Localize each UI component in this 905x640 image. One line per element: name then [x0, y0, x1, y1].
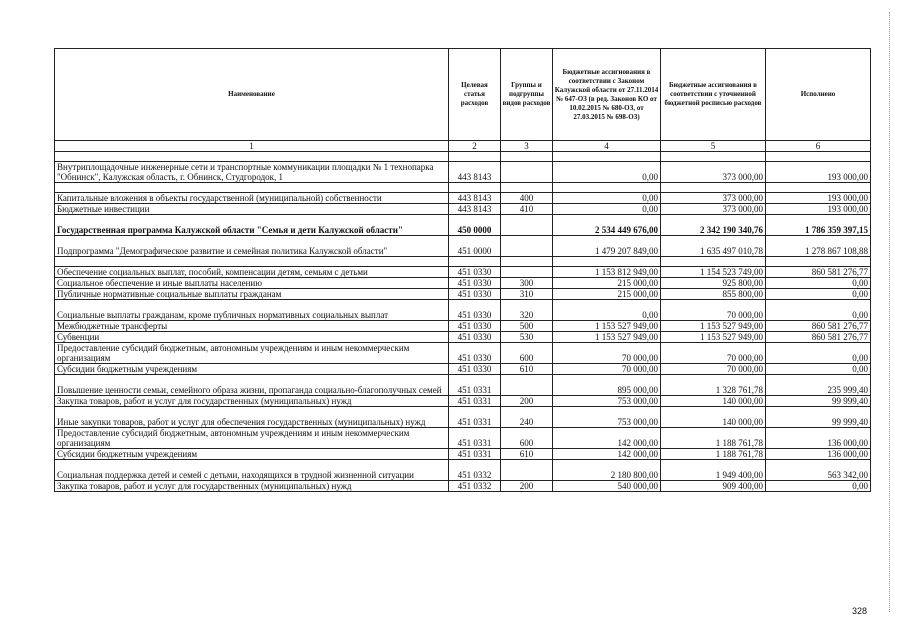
table-row [55, 428, 871, 449]
table-row [55, 215, 871, 236]
row-group: 600 [501, 343, 553, 364]
row-law-amount: 70 000,00 [553, 364, 661, 375]
row-group [501, 215, 553, 236]
table-row [55, 332, 871, 343]
spacer-cell [661, 152, 766, 162]
column-number: 1 [55, 141, 449, 152]
column-number: 2 [449, 141, 501, 152]
row-law-amount: 540 000,00 [553, 481, 661, 492]
row-code: 451 0331 [449, 407, 501, 428]
row-code: 451 0330 [449, 321, 501, 332]
row-executed-amount: 235 999,40 [766, 375, 871, 396]
row-refined-amount: 140 000,00 [661, 407, 766, 428]
row-executed-amount: 99 999,40 [766, 407, 871, 428]
spacer-cell [55, 183, 449, 193]
row-refined-amount: 1 635 497 010,78 [661, 236, 766, 257]
row-law-amount: 215 000,00 [553, 278, 661, 289]
row-refined-amount: 909 400,00 [661, 481, 766, 492]
row-code: 443 8143 [449, 204, 501, 215]
spacer-cell [449, 183, 501, 193]
table-row [55, 267, 871, 278]
budget-table [54, 48, 871, 492]
spacer-cell [553, 257, 661, 267]
row-group [501, 375, 553, 396]
row-law-amount: 1 479 207 849,00 [553, 236, 661, 257]
row-refined-amount: 373 000,00 [661, 193, 766, 204]
column-number: 6 [766, 141, 871, 152]
table-row [55, 407, 871, 428]
row-refined-amount: 70 000,00 [661, 300, 766, 321]
row-name: Закупка товаров, работ и услуг для государственных (муниципальных) нужд [55, 396, 449, 407]
spacer-cell [553, 152, 661, 162]
row-refined-amount: 1 949 400,00 [661, 460, 766, 481]
row-code: 451 0330 [449, 332, 501, 343]
spacer-cell [766, 152, 871, 162]
row-group [501, 267, 553, 278]
row-name: Предоставление субсидий бюджетным, автономным учреждениям и иным некоммерческим организациям [55, 428, 449, 449]
row-group: 610 [501, 449, 553, 460]
table-row [55, 364, 871, 375]
row-code: 451 0330 [449, 364, 501, 375]
row-name: Публичные нормативные социальные выплаты гражданам [55, 289, 449, 300]
table-row [55, 321, 871, 332]
row-code: 451 0000 [449, 236, 501, 257]
row-name: Социальное обеспечение и иные выплаты населению [55, 278, 449, 289]
row-name: Предоставление субсидий бюджетным, автономным учреждениям и иным некоммерческим организациям [55, 343, 449, 364]
row-law-amount: 1 153 527 949,00 [553, 332, 661, 343]
row-group: 500 [501, 321, 553, 332]
table-row [55, 481, 871, 492]
row-code: 451 0330 [449, 343, 501, 364]
table-row [55, 289, 871, 300]
column-number: 3 [501, 141, 553, 152]
row-refined-amount: 1 328 761,78 [661, 375, 766, 396]
row-refined-amount: 70 000,00 [661, 343, 766, 364]
margin-line [889, 12, 890, 612]
row-law-amount: 0,00 [553, 204, 661, 215]
row-name: Подпрограмма "Демографическое развитие и семейная политика Калужской области" [55, 236, 449, 257]
row-name: Субвенции [55, 332, 449, 343]
row-law-amount: 2 534 449 676,00 [553, 215, 661, 236]
table-body [55, 152, 871, 492]
table-row [55, 278, 871, 289]
row-refined-amount: 1 153 527 949,00 [661, 332, 766, 343]
row-executed-amount: 0,00 [766, 343, 871, 364]
row-refined-amount: 1 154 523 749,00 [661, 267, 766, 278]
spacer-cell [553, 183, 661, 193]
row-code: 451 0332 [449, 460, 501, 481]
row-law-amount: 895 000,00 [553, 375, 661, 396]
row-name: Социальная поддержка детей и семей с детьми, находящихся в трудной жизненной ситуации [55, 460, 449, 481]
column-number-row [55, 141, 871, 152]
row-name: Социальные выплаты гражданам, кроме публичных нормативных социальных выплат [55, 300, 449, 321]
table-row [55, 193, 871, 204]
spacer-row [55, 183, 871, 193]
row-refined-amount: 2 342 190 340,76 [661, 215, 766, 236]
table-row [55, 449, 871, 460]
table-row [55, 396, 871, 407]
row-code: 451 0332 [449, 481, 501, 492]
row-code: 450 0000 [449, 215, 501, 236]
table-row [55, 236, 871, 257]
row-group: 320 [501, 300, 553, 321]
row-executed-amount: 99 999,40 [766, 396, 871, 407]
row-law-amount: 70 000,00 [553, 343, 661, 364]
spacer-cell [766, 183, 871, 193]
row-code: 451 0330 [449, 300, 501, 321]
header-group: Группы и подгруппы видов расходов [501, 49, 553, 141]
row-law-amount: 1 153 812 949,00 [553, 267, 661, 278]
row-executed-amount: 0,00 [766, 481, 871, 492]
spacer-cell [501, 257, 553, 267]
row-refined-amount: 70 000,00 [661, 364, 766, 375]
row-executed-amount: 193 000,00 [766, 162, 871, 183]
row-law-amount: 142 000,00 [553, 428, 661, 449]
table-row [55, 300, 871, 321]
row-group: 400 [501, 193, 553, 204]
row-code: 443 8143 [449, 162, 501, 183]
row-name: Закупка товаров, работ и услуг для государственных (муниципальных) нужд [55, 481, 449, 492]
header-refined: Бюджетные ассигнования в соответствии с уточненной бюджетной росписью расходов [661, 49, 766, 141]
row-executed-amount: 0,00 [766, 364, 871, 375]
row-code: 451 0331 [449, 449, 501, 460]
column-number: 4 [553, 141, 661, 152]
table-row [55, 343, 871, 364]
row-name: Повышение ценности семьи, семейного образа жизни, пропаганда социально-благополучных семей [55, 375, 449, 396]
header-article: Целевая статья расходов [449, 49, 501, 141]
row-law-amount: 0,00 [553, 300, 661, 321]
spacer-cell [501, 152, 553, 162]
row-refined-amount: 1 188 761,78 [661, 428, 766, 449]
table-row [55, 375, 871, 396]
spacer-cell [55, 257, 449, 267]
table-header-row [55, 49, 871, 141]
row-executed-amount: 860 581 276,77 [766, 267, 871, 278]
row-refined-amount: 925 800,00 [661, 278, 766, 289]
spacer-cell [766, 257, 871, 267]
row-group [501, 236, 553, 257]
row-group: 410 [501, 204, 553, 215]
header-executed: Исполнено [766, 49, 871, 141]
row-refined-amount: 373 000,00 [661, 204, 766, 215]
row-group: 200 [501, 481, 553, 492]
row-group [501, 162, 553, 183]
row-executed-amount: 0,00 [766, 300, 871, 321]
row-executed-amount: 0,00 [766, 289, 871, 300]
spacer-cell [449, 152, 501, 162]
row-executed-amount: 1 278 867 108,88 [766, 236, 871, 257]
spacer-cell [661, 183, 766, 193]
row-code: 451 0331 [449, 428, 501, 449]
row-executed-amount: 0,00 [766, 278, 871, 289]
row-refined-amount: 855 800,00 [661, 289, 766, 300]
row-name: Субсидии бюджетным учреждениям [55, 364, 449, 375]
spacer-cell [55, 152, 449, 162]
header-law: Бюджетные ассигнования в соответствии с Законом Калужской области от 27.11.2014 № 647-ОЗ (в ред. Законов КО от 10.02.2015 № 680-ОЗ, от 27.03.2015 № 698-ОЗ) [553, 49, 661, 141]
row-name: Иные закупки товаров, работ и услуг для обеспечения государственных (муниципальных) нужд [55, 407, 449, 428]
row-law-amount: 0,00 [553, 162, 661, 183]
table-row [55, 204, 871, 215]
row-group: 530 [501, 332, 553, 343]
row-group: 310 [501, 289, 553, 300]
row-group: 240 [501, 407, 553, 428]
row-code: 451 0331 [449, 396, 501, 407]
row-executed-amount: 193 000,00 [766, 193, 871, 204]
row-executed-amount: 136 000,00 [766, 428, 871, 449]
row-executed-amount: 563 342,00 [766, 460, 871, 481]
row-name: Межбюджетные трансферты [55, 321, 449, 332]
row-code: 451 0330 [449, 267, 501, 278]
page-number: 328 [852, 606, 868, 616]
row-code: 443 8143 [449, 193, 501, 204]
row-group: 600 [501, 428, 553, 449]
spacer-row [55, 257, 871, 267]
row-refined-amount: 1 153 527 949,00 [661, 321, 766, 332]
row-refined-amount: 373 000,00 [661, 162, 766, 183]
table-row [55, 162, 871, 183]
row-group: 200 [501, 396, 553, 407]
row-refined-amount: 1 188 761,78 [661, 449, 766, 460]
row-name: Внутриплощадочные инженерные сети и транспортные коммуникации площадки № 1 технопарка "Обнинск", Калужская область, г. Обнинск, Студгородок, 1 [55, 162, 449, 183]
row-code: 451 0331 [449, 375, 501, 396]
row-code: 451 0330 [449, 289, 501, 300]
spacer-cell [661, 257, 766, 267]
column-number: 5 [661, 141, 766, 152]
row-group [501, 460, 553, 481]
row-executed-amount: 1 786 359 397,15 [766, 215, 871, 236]
row-name: Бюджетные инвестиции [55, 204, 449, 215]
row-law-amount: 1 153 527 949,00 [553, 321, 661, 332]
row-executed-amount: 860 581 276,77 [766, 332, 871, 343]
row-executed-amount: 860 581 276,77 [766, 321, 871, 332]
row-executed-amount: 136 000,00 [766, 449, 871, 460]
row-law-amount: 753 000,00 [553, 407, 661, 428]
row-name: Обеспечение социальных выплат, пособий, компенсации детям, семьям с детьми [55, 267, 449, 278]
table-row [55, 460, 871, 481]
row-law-amount: 753 000,00 [553, 396, 661, 407]
spacer-cell [501, 183, 553, 193]
row-code: 451 0330 [449, 278, 501, 289]
row-group: 610 [501, 364, 553, 375]
row-refined-amount: 140 000,00 [661, 396, 766, 407]
row-executed-amount: 193 000,00 [766, 204, 871, 215]
header-name: Наименование [55, 49, 449, 141]
row-name: Капитальные вложения в объекты государственной (муниципальной) собственности [55, 193, 449, 204]
row-name: Субсидии бюджетным учреждениям [55, 449, 449, 460]
row-name: Государственная программа Калужской области "Семья и дети Калужской области" [55, 215, 449, 236]
row-law-amount: 215 000,00 [553, 289, 661, 300]
row-law-amount: 142 000,00 [553, 449, 661, 460]
spacer-cell [449, 257, 501, 267]
row-law-amount: 2 180 800,00 [553, 460, 661, 481]
row-group: 300 [501, 278, 553, 289]
spacer-row [55, 152, 871, 162]
row-law-amount: 0,00 [553, 193, 661, 204]
